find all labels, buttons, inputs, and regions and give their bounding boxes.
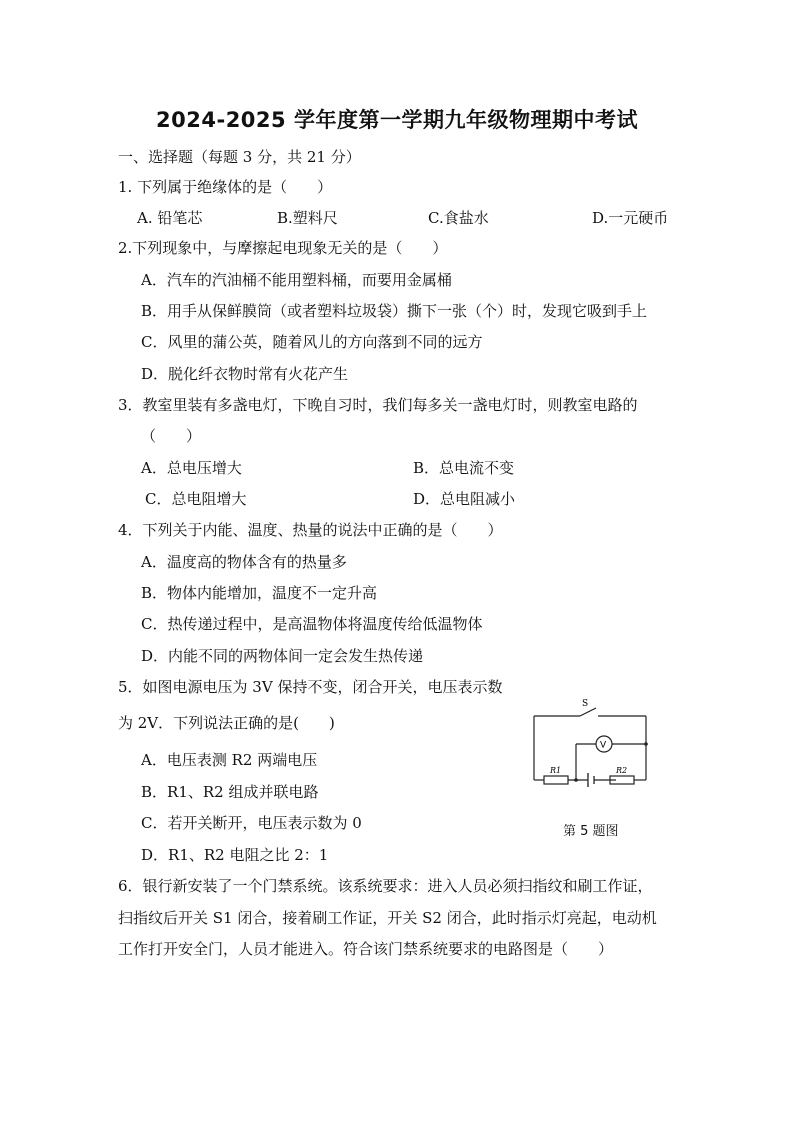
r1-label: R1 xyxy=(550,766,562,775)
voltmeter-label: V xyxy=(600,740,607,751)
q2-option-c: C．风里的蒲公英，随着风儿的方向落到不同的远方 xyxy=(141,333,483,351)
question-6-line-2: 扫指纹后开关 S1 闭合，接着刷工作证，开关 S2 闭合，此时指示灯亮起，电动机 xyxy=(118,909,657,927)
q2-option-a: A．汽车的汽油桶不能用塑料桶，而要用金属桶 xyxy=(141,271,452,289)
question-3-stem: 3．教室里装有多盏电灯，下晚自习时，我们每多关一盏电灯时，则教室电路的 xyxy=(118,396,638,414)
question-3-stem-cont: （ ） xyxy=(141,427,202,445)
resistor-r1 xyxy=(544,776,568,784)
figure-caption: 第 5 题图 xyxy=(563,824,619,839)
question-6-line-1: 6．银行新安装了一个门禁系统。该系统要求：进入人员必须扫指纹和刷工作证， xyxy=(118,877,653,895)
question-5-stem-cont: 为 2V．下列说法正确的是( ) xyxy=(118,714,335,732)
q3-option-d: D．总电阻减小 xyxy=(413,490,516,508)
q2-option-b: B．用手从保鲜膜筒（或者塑料垃圾袋）撕下一张（个）时，发现它吸到手上 xyxy=(141,302,648,320)
q1-option-d: D.一元硬币 xyxy=(592,209,669,227)
q3-option-a: A．总电压增大 xyxy=(141,459,242,477)
question-1-stem: 1. 下列属于绝缘体的是（ ） xyxy=(118,178,333,196)
q5-option-c: C．若开关断开，电压表示数为 0 xyxy=(141,814,362,832)
r2-label: R2 xyxy=(616,766,628,775)
q1-option-b: B.塑料尺 xyxy=(277,209,338,227)
q3-option-b: B．总电流不变 xyxy=(413,459,515,477)
switch-blade xyxy=(580,708,596,716)
q2-option-d: D．脱化纤衣物时常有火花产生 xyxy=(141,365,349,383)
question-2-stem: 2.下列现象中，与摩擦起电现象无关的是（ ） xyxy=(118,239,448,257)
section-heading: 一、选择题（每题 3 分，共 21 分） xyxy=(118,148,361,166)
question-5-stem: 5．如图电源电压为 3V 保持不变，闭合开关，电压表示数 xyxy=(118,678,503,696)
switch-label: S xyxy=(582,699,589,709)
q5-option-a: A．电压表测 R2 两端电压 xyxy=(141,751,318,769)
q5-option-d: D．R1、R2 电阻之比 2：1 xyxy=(141,846,329,864)
q1-option-c: C.食盐水 xyxy=(428,209,489,227)
question-4-stem: 4．下列关于内能、温度、热量的说法中正确的是（ ） xyxy=(118,521,503,539)
circuit-diagram xyxy=(528,698,658,790)
q3-option-c: C．总电阻增大 xyxy=(145,490,247,508)
page-title: 2024-2025 学年度第一学期九年级物理期中考试 xyxy=(156,108,638,132)
q5-option-b: B．R1、R2 组成并联电路 xyxy=(141,783,319,801)
question-6-line-3: 工作打开安全门，人员才能进入。符合该门禁系统要求的电路图是（ ） xyxy=(118,940,614,958)
q4-option-c: C．热传递过程中，是高温物体将温度传给低温物体 xyxy=(141,615,483,633)
q1-option-a: A. 铅笔芯 xyxy=(137,209,203,227)
q4-option-a: A．温度高的物体含有的热量多 xyxy=(141,553,347,571)
q4-option-b: B．物体内能增加，温度不一定升高 xyxy=(141,584,378,602)
q4-option-d: D．内能不同的两物体间一定会发生热传递 xyxy=(141,647,424,665)
